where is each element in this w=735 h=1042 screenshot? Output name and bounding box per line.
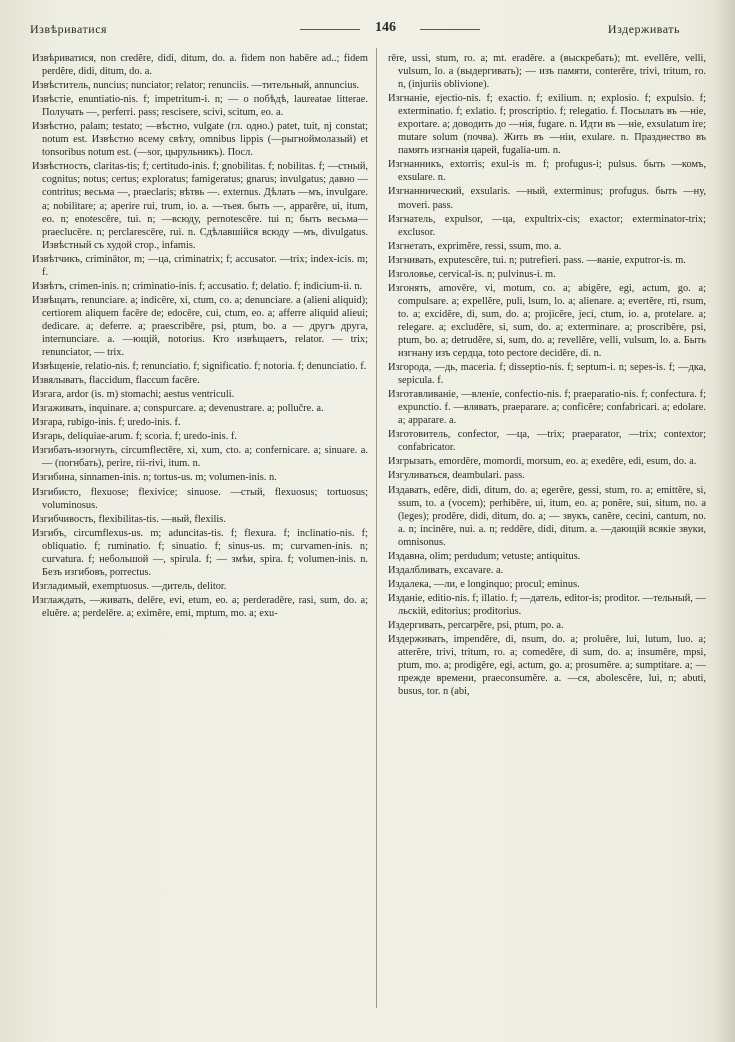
dictionary-entry: Извѣщать, renunciare. a; indicēre, xi, ctum, co. a; denunciare. a (alieni aliquid); certiorem aliquem facēre de; edocēre, cui, ctum, eo. a; afferre aliquid alieui; dedicare. a; deferre. a; praescribēre, psi, ptum, bo. a — другъ друга, internunciare. a. —ющій, notorius. Кто извѣщаетъ, relator. — trix; renunciator, — trix. xyxy=(32,294,368,359)
dictionary-entry: Издавать, edĕre, didi, ditum, do. a; egerĕre, gessi, stum, ro. a; emittĕre, si, ssum, to. a (vocem); perhibēre, ui, itum, eo. a; ponĕre, sui, situm, no. a (leges); prodĕre, didi, ditum, do. a; — звукъ, canĕre, cecini, cantum, no. a. n; incinĕre, nui. a. n; reddĕre, didi, ditum. a. —дающій всякіе звуки, omnisonus. xyxy=(388,484,706,548)
dictionary-entry: Изгорода, —дь, maceria. f; disseptio-nis. f; septum-i. n; sepes-is. f; —дка, sepicula. f. xyxy=(388,362,706,387)
dictionary-entry: Изгрызать, emordēre, momordi, morsum, eo. a; exedĕre, edi, esum, do. a. xyxy=(388,456,697,468)
dictionary-entry: Изглаждать, —живать, delēre, evi, etum, eo. a; perderadēre, rasi, sum, do. a; eluĕre. a; perdelēre. a; eximĕre, emi, mptum, mo. a; exu- xyxy=(32,594,368,619)
dictionary-entry: Изгнанникъ, extorris; exul-is m. f; profugus-i; pulsus. быть —комъ, exsulare. n. xyxy=(388,159,706,184)
dictionary-entry: Издалбливать, excavare. a. xyxy=(388,564,504,576)
dictionary-entry: Изгибать-изогнуть, circumflectēre, xi, xum, cto. a; confernicare. a; sinuare. a. — (погнбать), perire, rii-rivi, itum. n. xyxy=(32,445,368,470)
dictionary-entry: Извѣстность, claritas-tis; f; certitudo-inis. f; gnobilitas. f; nobilitas. f; —стный, cognitus; notus; certus; exploratus; famigeratus; gnarus; invulgatus; давно — contritus; весьма —, praeclaris; вѣтвь —. externus. Дѣлать —мъ, invulgare. a; nobilitare; a; aperire rui, trum, io. a. —тьея. быть —, apparēre, ui, itum, eo. n; enotescēre, tui. n; —всюду, pernotescēre. tui n; быть весьма— praeclucēre. n; perclarescēre, rui. n. Сдѣлавшійся всюду —мъ, divulgatus. Извѣстный съ худой стор., infamis. xyxy=(32,161,368,251)
dictionary-entry: Извѣтъ, crimen-inis. n; criminatio-inis. f; accusatio. f; delatio. f; indicium-ii. n. xyxy=(32,280,363,292)
dictionary-entry: Извѣститель, nuncius; nunciator; relator; renunciis. —тительный, annuncius. xyxy=(32,80,360,92)
dictionary-entry: Изданіе, editio-nis. f; illatio. f; —датель, editor-is; proditor. —тельный, —льскій, editorius; proditorius. xyxy=(388,592,706,617)
dictionary-entry: Изгонять, amovēre, vi, motum, co. a; abigĕre, egi, actum, go. a; compulsare. a; expellĕre, puli, lsum, lo. a; alienare. a; evertĕre, rti, rsum, to. a; excidĕre, di, sum, do. a; projicĕre, jeci, ctum, io. a, protelare. a; relegare. a; excludĕre, si, sum, do. a; exterminare. a; proscribĕre, psi, ptum, bo. a; detrudĕre, si, sum, do. a; revellĕre, velli, vulsum, lo. a. Быть изгнану изъ сердца, toto pectore decidĕre, di. n. xyxy=(388,282,706,360)
dictionary-entry: Издавна, olim; perdudum; vetuste; antiquitus. xyxy=(388,550,581,562)
dictionary-entry: Издергивать, percarpĕre, psi, ptum, po. a. xyxy=(388,619,564,631)
page-number: 146 xyxy=(375,20,396,35)
running-head-right: Издерживать xyxy=(607,22,680,36)
dictionary-entry: Изготавливаніе, —вленіе, confectio-nis. f; praeparatio-nis. f; confectura. f; expunctio. f. —влявать, praeparare. a; conficĕre; confabricari. a; edolare. a; apparare. a. xyxy=(388,389,706,427)
dictionary-entry: Извялывать, flaccidum, flaccum facēre. xyxy=(32,375,200,387)
column-divider xyxy=(376,48,377,1008)
dictionary-entry: Извѣстно, palam; testato; —вѣстно, vulgate (гл. одно.) patet, tuit, nj constat; notum est. Извѣстно всему свѣту, omnibus lippis (—рыгноймолазый) et tonsoribus notum est. (—sor, цырульникъ). Посл. xyxy=(32,121,368,159)
dictionary-entry: Изгибисто, flexuose; flexivice; sinuose. —стый, flexuosus; tortuosus; voluminosus. xyxy=(32,486,368,511)
dictionary-entry: Изгарь, deliquiae-arum. f; scoria. f; uredo-inis. f. xyxy=(32,431,237,443)
dictionary-entry: Изгуливаться, deambulari. pass. xyxy=(388,470,525,482)
right-column xyxy=(388,52,706,1002)
dictionary-entry: rēre, ussi, stum, ro. a; mt. eradĕre. a (выскребать); mt. evellĕre, velli, vulsum, lo. a (выдергивать); — изъ памяти, conterēre, trivi, tritum, ro. n, (injuriis oblivione). xyxy=(388,53,706,91)
page-edge-shadow xyxy=(713,0,735,1042)
dictionary-entry: Изгибчивость, flexibilitas-tis. —вый, flexilis. xyxy=(32,513,226,525)
dictionary-entry: Извѣриватися, non credĕre, didi, ditum, do. a. fidem non habēre ad..; fidem perdĕre, didi, ditum, do. a. xyxy=(32,53,368,78)
dictionary-entry: Изгнатель, expulsor, —ца, expultrix-cis; exactor; exterminator-trix; exclusor. xyxy=(388,213,706,238)
dictionary-entry: Изготовитель, confector, —ца, —trix; praeparator, —trix; contextor; confabricator. xyxy=(388,429,706,454)
dictionary-entry: Изголовье, cervical-is. n; pulvinus-i. m. xyxy=(388,268,556,280)
dictionary-entry: Изгара, rubigo-inis. f; uredo-inis. f. xyxy=(32,417,181,429)
dictionary-entry: Изгага, ardor (is. m) stomachi; aestus ventriculi. xyxy=(32,389,235,401)
dictionary-entry: Изгнетать, exprimĕre, ressi, ssum, mo. a. xyxy=(388,240,562,252)
dictionary-entry: Извѣтчикъ, criminātor, m; —ца, criminatrix; f; accusator. —trix; index-icis. m; f. xyxy=(32,253,368,278)
dictionary-entry: Извѣщеніе, relatio-nis. f; renunciatio. f; significatio. f; notoria. f; denunciatio. f. xyxy=(32,361,367,373)
dictionary-entry: Издалека, —ли, e longinquo; procul; eminus. xyxy=(388,578,580,590)
dictionary-entry: Изгаживать, inquinare. a; conspurcare. a; devenustrare. a; pollučre. a. xyxy=(32,403,324,415)
dictionary-entry: Изгибъ, circumflexus-us. m; aduncitas-tis. f; flexura. f; inclinatio-nis. f; obliquatio. f; ruminatio. f; sinuatio. f; sinus-us. m; curvamen-inis. n; curvatura. f; небольшой —, spirula. f; — змѣи, spira. f; volumen-inis. n. Безъ изгибовъ, porrectus. xyxy=(32,527,368,578)
running-head-left: Извѣриватися xyxy=(30,22,108,36)
dictionary-entry: Изгладимый, exemptuosus. —дитель, delitor. xyxy=(32,580,227,592)
dictionary-entry: Извѣстіе, enuntiatio-nis. f; impetritum-i. n; — о побѣдѣ, laureatae litterae. Получать —, perferri. pass; rescisere, scivi, scitum, eo. a. xyxy=(32,94,368,119)
dictionary-entry: Изгибина, sinnamen-inis. n; tortus-us. m; volumen-inis. n. xyxy=(32,472,277,484)
dictionary-entry: Изгнаніе, ejectio-nis. f; exactio. f; exilium. n; explosio. f; expulsio. f; exterminatio. f; exlatio. f; proscriptio. f; relegatio. f. Посылать въ —ніе, exportare. a; доводить до —нія, fugare. n. Идти въ —ніе, exsulatum ire; mutare solum (почва). Жить въ —ніи, exulare. n. Празднество въ память изгнанія царей, fugalia-um. n. xyxy=(388,93,706,157)
dictionary-entry: Изгнаннический, exsularis. —ный, exterminus; profugus. быть —ну, moveri. pass. xyxy=(388,186,706,211)
page-header xyxy=(30,20,690,42)
left-column xyxy=(32,52,368,1002)
dictionary-entry: Издерживать, impendĕre, di, nsum, do. a; proluĕre, lui, lutum, luo. a; atterĕre, trivi, tritum, ro. a; comedĕre, di sum, do. a; insumĕre, mpsi, ptum, mo. a; prodigĕre, egi, actum, go. a; prosumĕre. a; sumptitare. a; — прежде времени, praeconsumĕre. a. —ся, abolescĕre, lui, n; abuti, busus, tor. n (abi, xyxy=(388,634,706,698)
dictionary-entry: Изгнивать, exputescēre, tui. n; putrefieri. pass. —ваніе, exputror-is. m. xyxy=(388,254,686,266)
